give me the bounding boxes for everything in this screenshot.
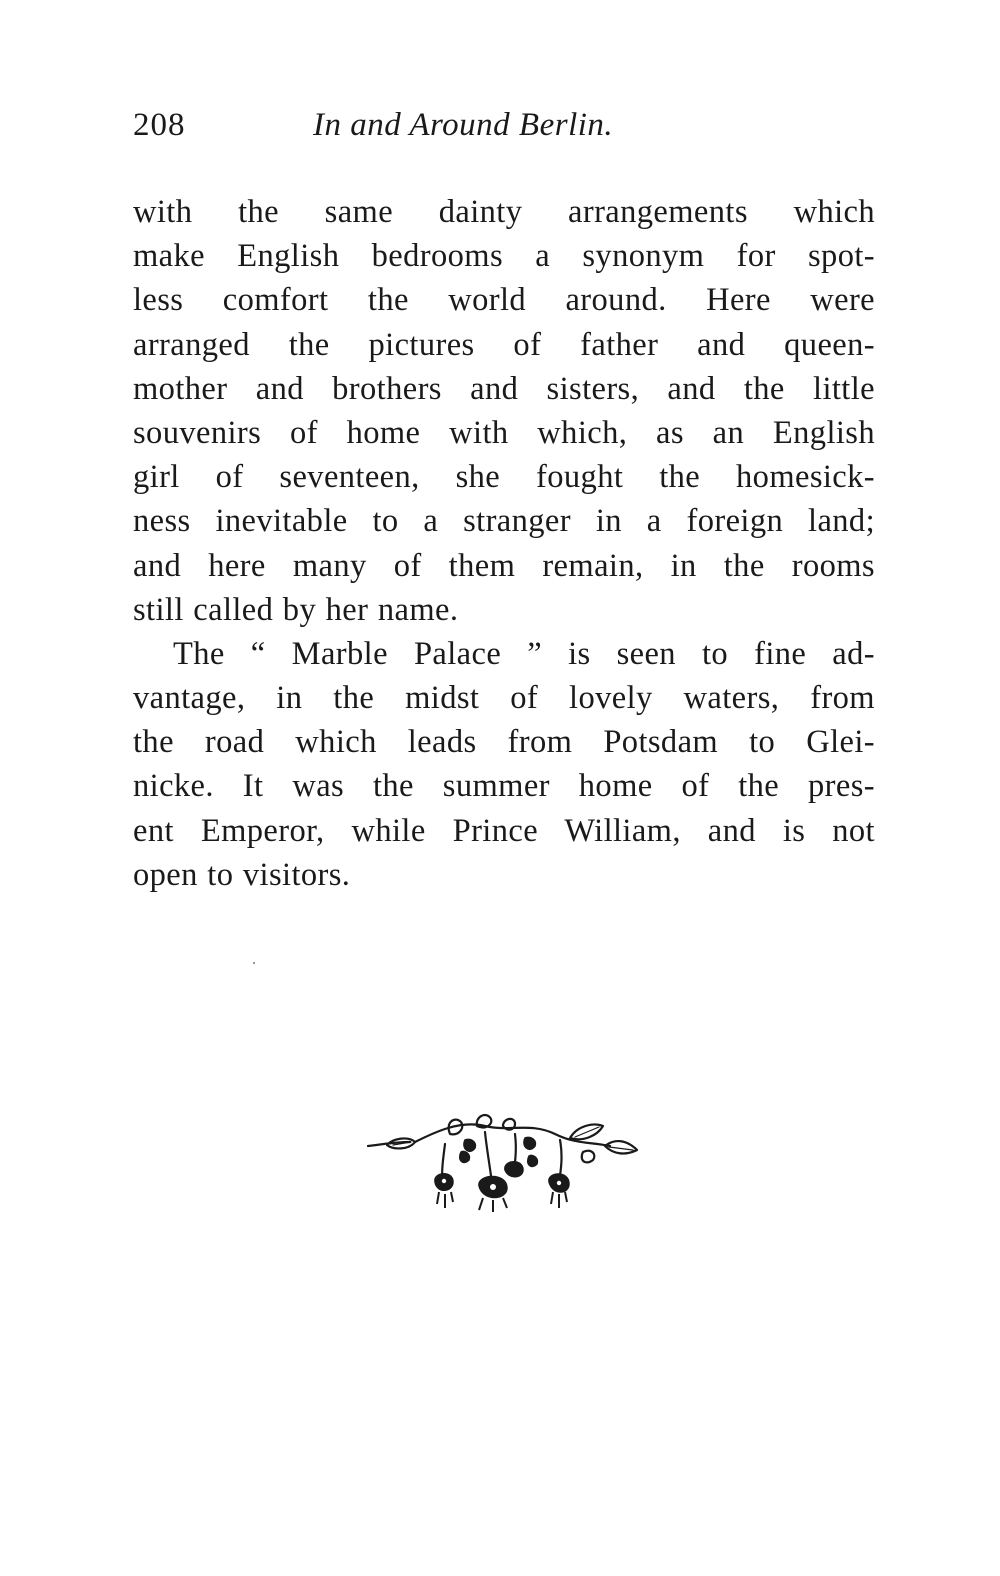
text-line: open to visitors.	[133, 856, 351, 893]
text-line: and here many of them remain, in the rooms	[133, 547, 875, 584]
running-head	[133, 100, 875, 150]
body-text	[133, 190, 875, 897]
text-line: girl of seventeen, she fought the homesick-	[133, 459, 875, 496]
ink-speck	[253, 962, 255, 964]
running-title: In and Around Berlin.	[313, 107, 614, 143]
page-number: 208	[133, 107, 186, 143]
text-line: The “ Marble Palace ” is seen to fine ad-	[173, 635, 875, 672]
text-line: with the same dainty arrangements which	[133, 194, 875, 230]
text-line: less comfort the world around. Here were	[133, 282, 875, 319]
text-line: arranged the pictures of father and queen-	[133, 326, 875, 363]
text-line: ness inevitable to a stranger in a foreign land;	[133, 503, 875, 540]
floral-vignette-icon	[365, 1112, 640, 1212]
paragraph	[133, 632, 875, 897]
paragraph	[133, 190, 875, 632]
text-line: still called by her name.	[133, 591, 459, 628]
text-line: mother and brothers and sisters, and the little	[133, 370, 875, 407]
text-line: vantage, in the midst of lovely waters, from	[133, 680, 875, 717]
text-line: nicke. It was the summer home of the pres-	[133, 768, 875, 805]
text-line: make English bedrooms a synonym for spot-	[133, 238, 875, 275]
text-line: ent Emperor, while Prince William, and is not	[133, 812, 875, 849]
text-line: the road which leads from Potsdam to Glei-	[133, 724, 875, 761]
text-line: souvenirs of home with which, as an English	[133, 414, 875, 451]
